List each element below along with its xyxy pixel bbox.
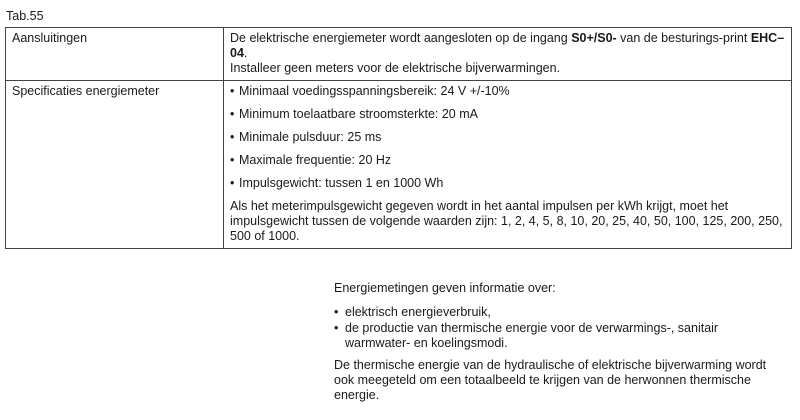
spec-item xyxy=(230,130,785,145)
info-closing: De thermische energie van de hydraulische of elektrische bijverwarming wordt ook meegeteld om een totaalbeeld te krijgen van de herwonnen thermische energie. xyxy=(334,358,767,402)
list-item xyxy=(334,321,774,351)
energy-measurement-info xyxy=(334,281,774,412)
specifications-table xyxy=(5,27,792,249)
bullet-icon: • xyxy=(230,153,235,167)
control-board-name: EHC–04 xyxy=(230,31,785,60)
row-label-meter-specs: Specificaties energiemeter xyxy=(6,81,224,249)
impulse-weight-note: Als het meterimpulsgewicht gegeven wordt in het aantal impulsen per kWh krijgt, moet het impulsgewicht tussen de volgende waarden zijn: 1, 2, 4, 5, 8, 10, 20, 25, 40, 50, 100, 125, 200, 250, 500 of 1000. xyxy=(230,199,783,243)
connections-text-c: . xyxy=(243,46,248,60)
meter-specs-cell xyxy=(224,81,792,249)
spec-item-text: Maximale frequentie: 20 Hz xyxy=(239,153,392,167)
bullet-icon: • xyxy=(230,84,235,98)
table-row xyxy=(6,81,792,249)
spec-item-text: Minimum toelaatbare stroomsterkte: 20 mA xyxy=(239,107,478,121)
connections-description xyxy=(224,28,792,81)
list-item-text: de productie van thermische energie voor de verwarmings-, sanitair warmwater- en koelingsmodi. xyxy=(345,321,719,350)
spec-item xyxy=(230,176,785,191)
row-label-connections: Aansluitingen xyxy=(6,28,224,81)
spec-item-text: Minimaal voedingsspanningsbereik: 24 V +/-10% xyxy=(239,84,510,98)
input-terminal-name: S0+/S0- xyxy=(571,31,617,45)
connections-text-a: De elektrische energiemeter wordt aangesloten op de ingang xyxy=(230,31,572,45)
spec-item-text: Minimale pulsduur: 25 ms xyxy=(239,130,382,144)
spec-item-text: Impulsgewicht: tussen 1 en 1000 Wh xyxy=(239,176,444,190)
bullet-icon: • xyxy=(230,130,235,144)
bullet-icon: • xyxy=(334,321,339,335)
bullet-icon: • xyxy=(230,107,235,121)
bullet-icon: • xyxy=(334,305,339,319)
bullet-icon: • xyxy=(230,176,235,190)
table-caption: Tab.55 xyxy=(6,9,44,23)
spec-item xyxy=(230,107,785,122)
spec-item xyxy=(230,84,785,99)
info-list xyxy=(334,305,774,351)
info-intro: Energiemetingen geven informatie over: xyxy=(334,281,556,295)
connections-instruction: Installeer geen meters voor de elektrische bijverwarmingen. xyxy=(230,61,561,75)
table-row xyxy=(6,28,792,81)
list-item xyxy=(334,305,774,320)
spec-item xyxy=(230,153,785,168)
connections-text-b: van de besturings-print xyxy=(616,31,751,45)
list-item-text: elektrisch energieverbruik, xyxy=(345,305,491,319)
